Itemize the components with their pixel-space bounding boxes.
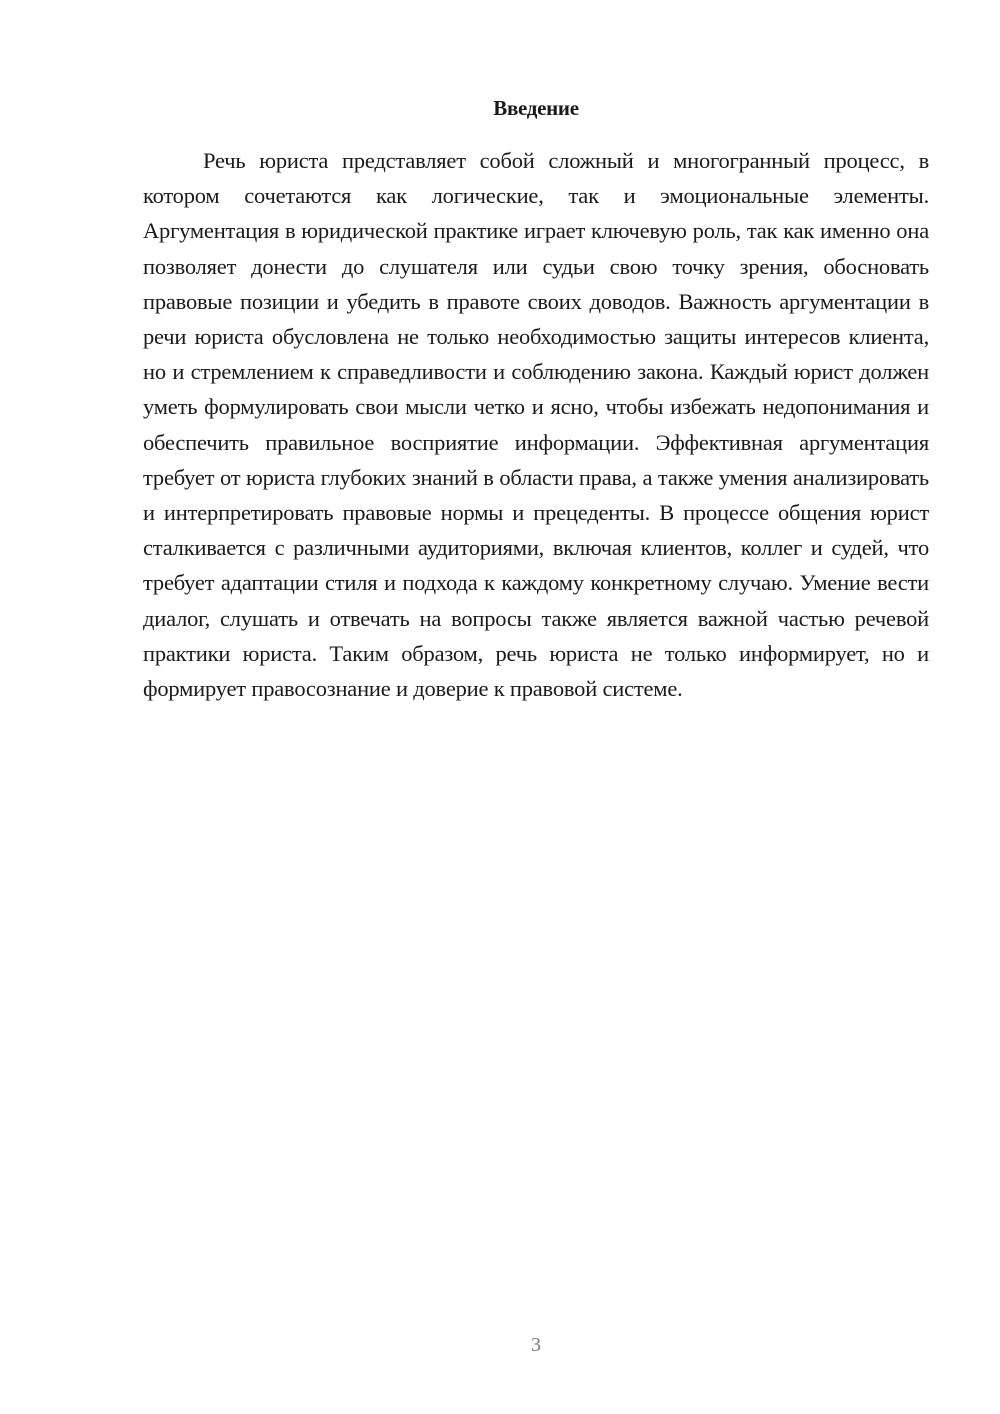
page-number: 3 bbox=[531, 1334, 541, 1356]
body-paragraph: Речь юриста представляет собой сложный и многогранный процесс, в котором сочетаются как логические, так и эмоциональные элементы. Аргументация в юридической практике играет ключевую роль, так как именно она позволяет донести до слушателя или судьи свою точку зрения, обосновать правовые позиции и убедить в правоте своих доводов. Важность аргументации в речи юриста обусловлена не только необходимостью защиты интересов клиента, но и стремлением к справедливости и соблюдению закона. Каждый юрист должен уметь формулировать свои мысли четко и ясно, чтобы избежать недопонимания и обеспечить правильное восприятие информации. Эффективная аргументация требует от юриста глубоких знаний в области права, а также умения анализировать и интерпретировать правовые нормы и прецеденты. В процессе общения юрист сталкивается с различными аудиториями, включая клиентов, коллег и судей, что требует адаптации стиля и подхода к каждому конкретному случаю. Умение вести диалог, слушать и отвечать на вопросы также является важной частью речевой практики юриста. Таким образом, речь юриста не только информирует, но и формирует правосознание и доверие к правовой системе. bbox=[143, 148, 929, 702]
section-heading: Введение bbox=[493, 96, 579, 120]
